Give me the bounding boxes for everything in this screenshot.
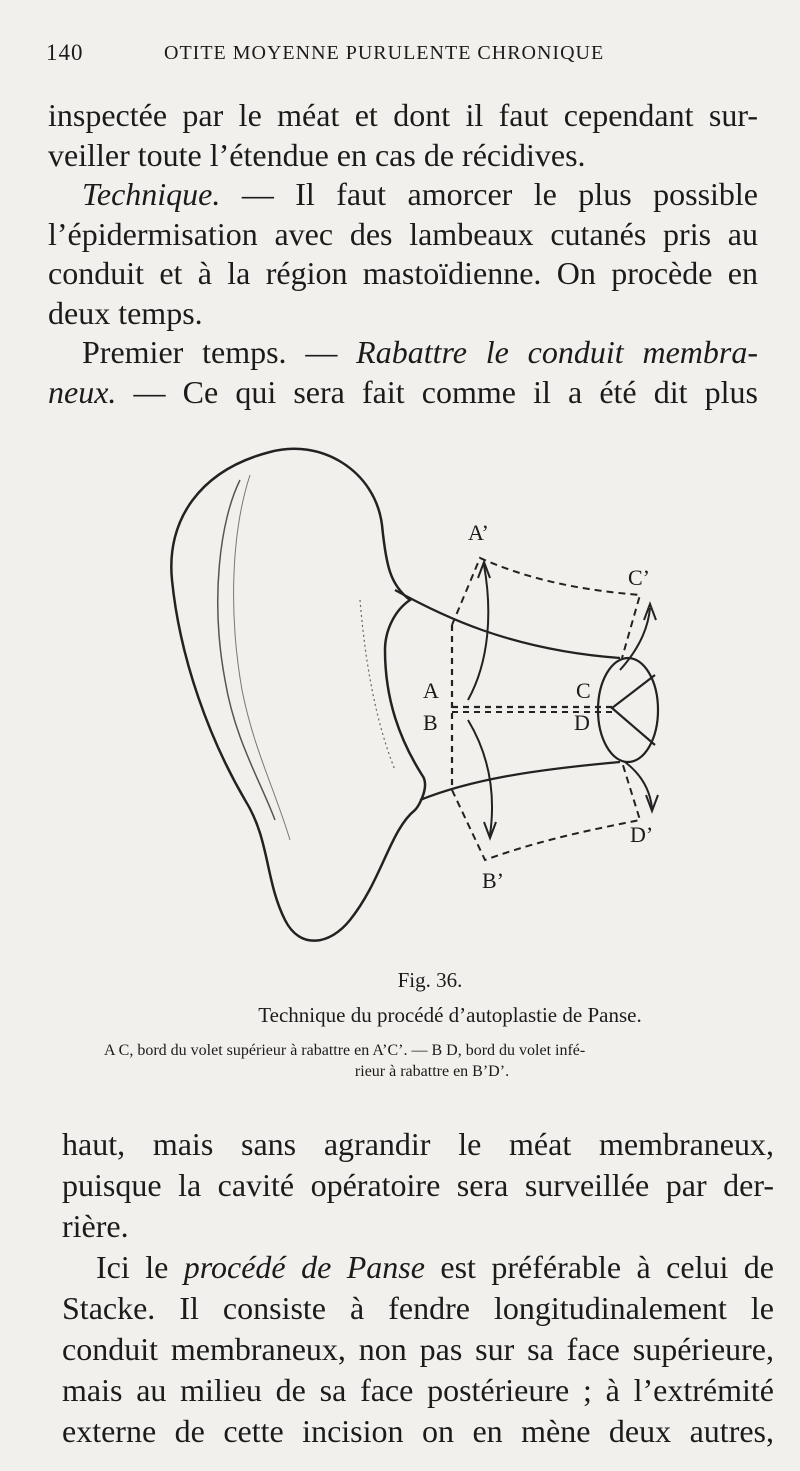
meatus-ellipse [598, 658, 658, 762]
ear-outline [171, 449, 425, 941]
text-line: Premier temps. — Rabattre le conduit membra- [82, 334, 759, 370]
label-a: A [423, 678, 439, 703]
text-line: Technique. — Il faut amorcer le plus possible [82, 176, 758, 212]
label-c-prime: C’ [628, 565, 650, 590]
text-line: neux. — Ce qui sera fait comme il a été dit plus [48, 373, 758, 410]
technique-heading: Technique. [82, 176, 221, 212]
figure-ear-illustration [150, 440, 670, 960]
text-line: rière. [62, 1208, 129, 1244]
running-title: OTITE MOYENNE PURULENTE CHRONIQUE [164, 42, 605, 64]
figure-title: Fig. 36. [397, 968, 463, 992]
figure-caption: Technique du procédé d’autoplastie de Panse. [258, 1003, 642, 1027]
text-line: puisque la cavité opératoire sera surveillée par der- [62, 1167, 774, 1203]
ear-inner-fold [234, 475, 290, 840]
step-heading: Rabattre le conduit membra- [356, 334, 759, 370]
text-line: l’épidermisation avec des lambeaux cutanés pris au [48, 215, 758, 252]
text-line: externe de cette incision on en mène deux autres, [62, 1413, 774, 1449]
text-line: deux temps. [48, 294, 203, 331]
figure-legend [104, 1040, 760, 1082]
label-c: C [576, 678, 591, 703]
bottom-paragraphs [62, 1124, 774, 1452]
text-line: mais au milieu de sa face postérieure ; à l’extrémité [62, 1372, 774, 1408]
text-line: conduit membraneux, non pas sur sa face supérieure, [62, 1331, 774, 1367]
label-d: D [574, 710, 590, 735]
lower-flap-outline [452, 762, 640, 860]
page-number: 140 [46, 40, 84, 65]
arrow-a-to-a-prime [468, 565, 488, 700]
text-line: Ici le procédé de Panse est préférable à celui de [96, 1249, 775, 1285]
procedure-name: procédé de Panse [183, 1249, 425, 1285]
text-line: haut, mais sans agrandir le méat membraneux, [62, 1126, 774, 1162]
canal-lower-edge [420, 762, 620, 800]
meatus-incision [612, 675, 655, 745]
ear-drawing [150, 440, 670, 960]
text-line: inspectée par le méat et dont il faut cependant sur- [48, 97, 758, 133]
legend-line: A C, bord du volet supérieur à rabattre en A’C’. — B D, bord du volet infé- [104, 1042, 586, 1059]
text-line: Stacke. Il consiste à fendre longitudinalement le [62, 1290, 774, 1326]
arrow-b-to-b-prime [468, 720, 492, 835]
top-paragraphs [48, 96, 758, 412]
label-a-prime: A’ [468, 520, 489, 545]
canal-upper-edge [395, 590, 620, 658]
legend-line: rieur à rabattre en B’D’. [354, 1063, 510, 1080]
label-b: B [423, 710, 438, 735]
text-line: veiller toute l’étendue en cas de récidives. [48, 136, 586, 173]
text-line: conduit et à la région mastoïdienne. On procède en [48, 255, 758, 291]
label-d-prime: D’ [630, 822, 654, 847]
label-b-prime: B’ [482, 868, 504, 893]
ear-inner-fold [218, 480, 275, 820]
